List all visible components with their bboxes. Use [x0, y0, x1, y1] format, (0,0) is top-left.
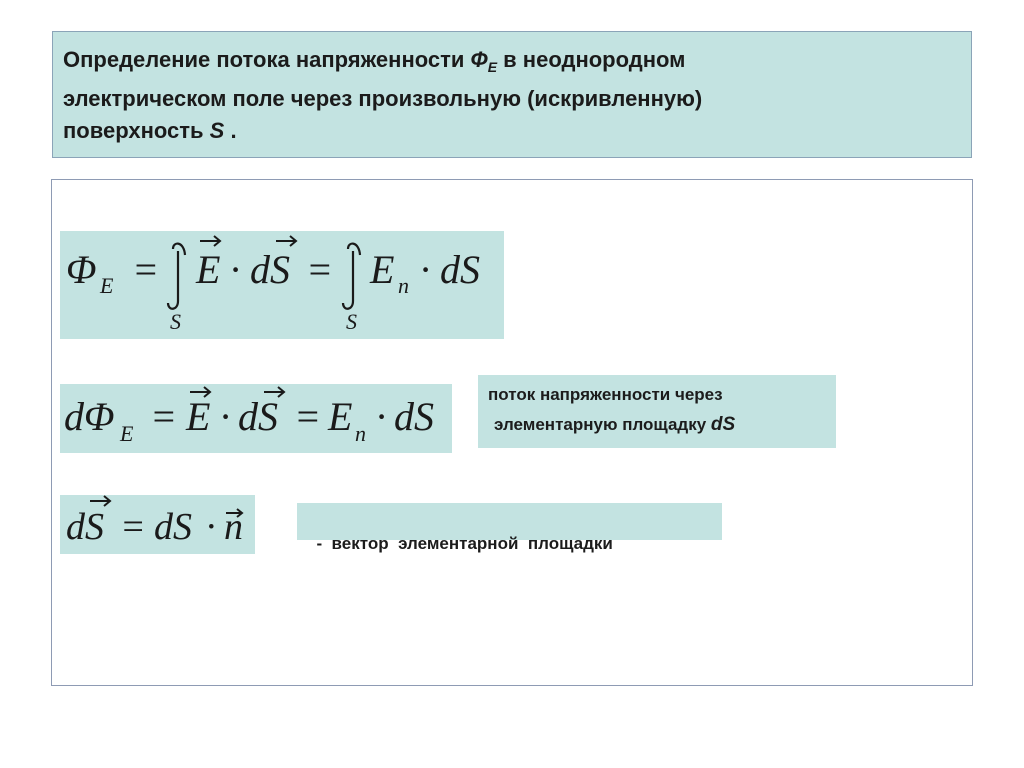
area-vector-formula — [60, 495, 255, 554]
dot-operator: · — [230, 247, 240, 292]
integral-sign — [168, 244, 185, 309]
phi-symbol: Φ — [66, 247, 97, 292]
note-line-2 — [488, 413, 826, 437]
dot-operator: · — [420, 247, 430, 292]
normal-subscript: n — [398, 273, 409, 298]
integral-sign — [343, 244, 360, 309]
vector-arrow-icon — [200, 236, 220, 246]
surface-symbol: S — [209, 118, 225, 143]
flux-element-note — [478, 375, 836, 448]
normal-subscript: n — [355, 421, 366, 446]
integral-subscript: S — [346, 309, 357, 334]
flux-integral-formula — [60, 231, 504, 339]
field-vector: E — [196, 247, 221, 292]
area-element-vector: dS — [250, 247, 290, 292]
integral-subscript: S — [170, 309, 181, 334]
vector-arrow-icon — [276, 236, 296, 246]
flux-integral-svg — [60, 231, 504, 339]
area-element-vector: dS — [238, 394, 278, 439]
title-line-2: электрическом поле через произвольную (искривленную) — [63, 86, 703, 111]
title-line-1 — [63, 44, 961, 83]
area-vector-note — [297, 503, 722, 553]
slide-title — [52, 31, 972, 158]
area-vector-svg — [60, 495, 255, 554]
note-text: элементарную площадку — [494, 415, 711, 434]
phi-subscript: E — [487, 59, 498, 75]
equals-sign: = — [132, 247, 159, 292]
dot-operator: · — [220, 394, 230, 439]
flux-differential-formula — [60, 384, 452, 453]
equals-sign: = — [120, 506, 146, 548]
title-text-1a: Определение потока напряженности — [63, 47, 471, 72]
area-element-symbol: dS — [710, 414, 736, 435]
area-element: dS — [440, 247, 480, 292]
phi-subscript: E — [120, 421, 134, 446]
equals-sign: = — [294, 394, 321, 439]
dot-operator: · — [206, 506, 216, 548]
equals-sign: = — [306, 247, 333, 292]
title-text-3a: поверхность — [63, 118, 210, 143]
title-text-1b: в неоднородном — [497, 47, 686, 72]
note-line-1: поток напряженности через — [488, 385, 723, 404]
phi-symbol: Ф — [470, 47, 488, 72]
vector-note-text: - вектор элементарной площадки — [316, 534, 613, 553]
dphi-symbol: dΦ — [64, 394, 115, 439]
normal-vector: n — [224, 506, 243, 548]
title-text-3b: . — [224, 118, 237, 143]
area-element: dS — [394, 394, 434, 439]
normal-component: E — [328, 394, 353, 439]
title-line-3 — [63, 115, 961, 147]
normal-component: E — [370, 247, 395, 292]
area-element: dS — [154, 506, 192, 548]
vector-arrow-icon — [90, 496, 110, 506]
equals-sign: = — [150, 394, 177, 439]
field-vector: E — [186, 394, 211, 439]
flux-differential-svg — [60, 384, 452, 453]
dot-operator: · — [376, 394, 386, 439]
phi-subscript: E — [100, 273, 114, 298]
area-element-vector: dS — [66, 506, 104, 548]
